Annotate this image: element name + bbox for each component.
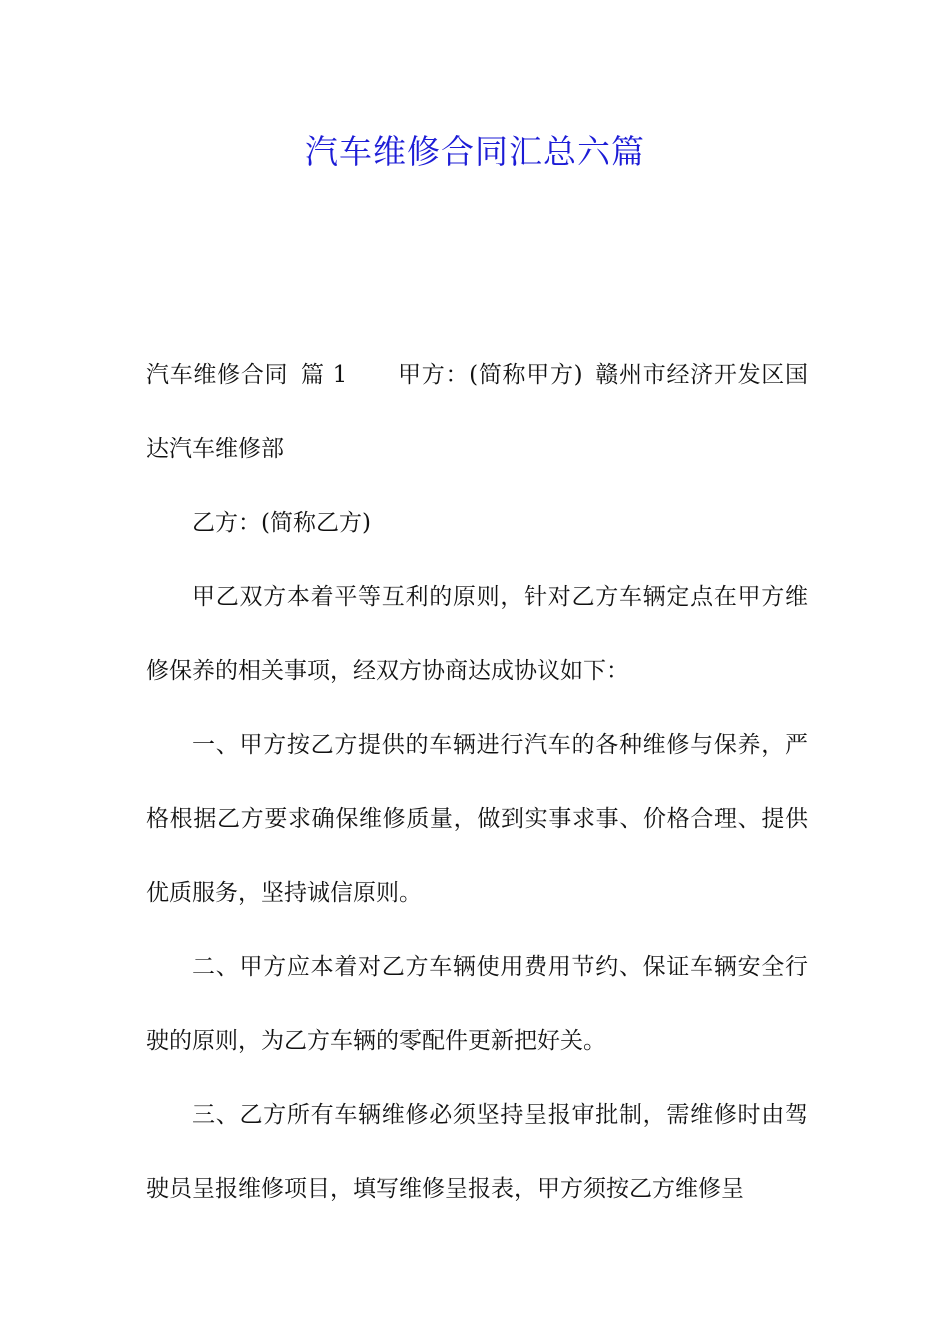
heading-paragraph bbox=[146, 338, 808, 486]
paragraph-clause-2: 二、甲方应本着对乙方车辆使用费用节约、保证车辆安全行驶的原则，为乙方车辆的零配件更新把好关。 bbox=[146, 954, 808, 1054]
paragraph-clause-1: 一、甲方按乙方提供的车辆进行汽车的各种维修与保养，严格根据乙方要求确保维修质量，做到实事求事、价格合理、提供优质服务，坚持诚信原则。 bbox=[146, 732, 808, 906]
party-a-label: 甲方：(简称甲方) bbox=[397, 362, 583, 388]
document-title: 汽车维修合同汇总六篇 bbox=[305, 132, 645, 171]
paragraph-clause-3: 三、乙方所有车辆维修必须坚持呈报审批制，需维修时由驾驶员呈报维修项目，填写维修呈报表，甲方须按乙方维修呈 bbox=[146, 1102, 808, 1202]
paragraph-preamble: 甲乙双方本着平等互利的原则，针对乙方车辆定点在甲方维修保养的相关事项，经双方协商达成协议如下： bbox=[146, 584, 808, 684]
section-name: 汽车维修合同 bbox=[146, 362, 289, 388]
section-number: 篇 1 bbox=[300, 362, 348, 388]
document-body bbox=[146, 338, 808, 1226]
paragraph-party-b: 乙方：(简称乙方) bbox=[192, 510, 371, 536]
party-a-name: 赣州市经济开发区国达汽车维修部 bbox=[146, 362, 809, 462]
